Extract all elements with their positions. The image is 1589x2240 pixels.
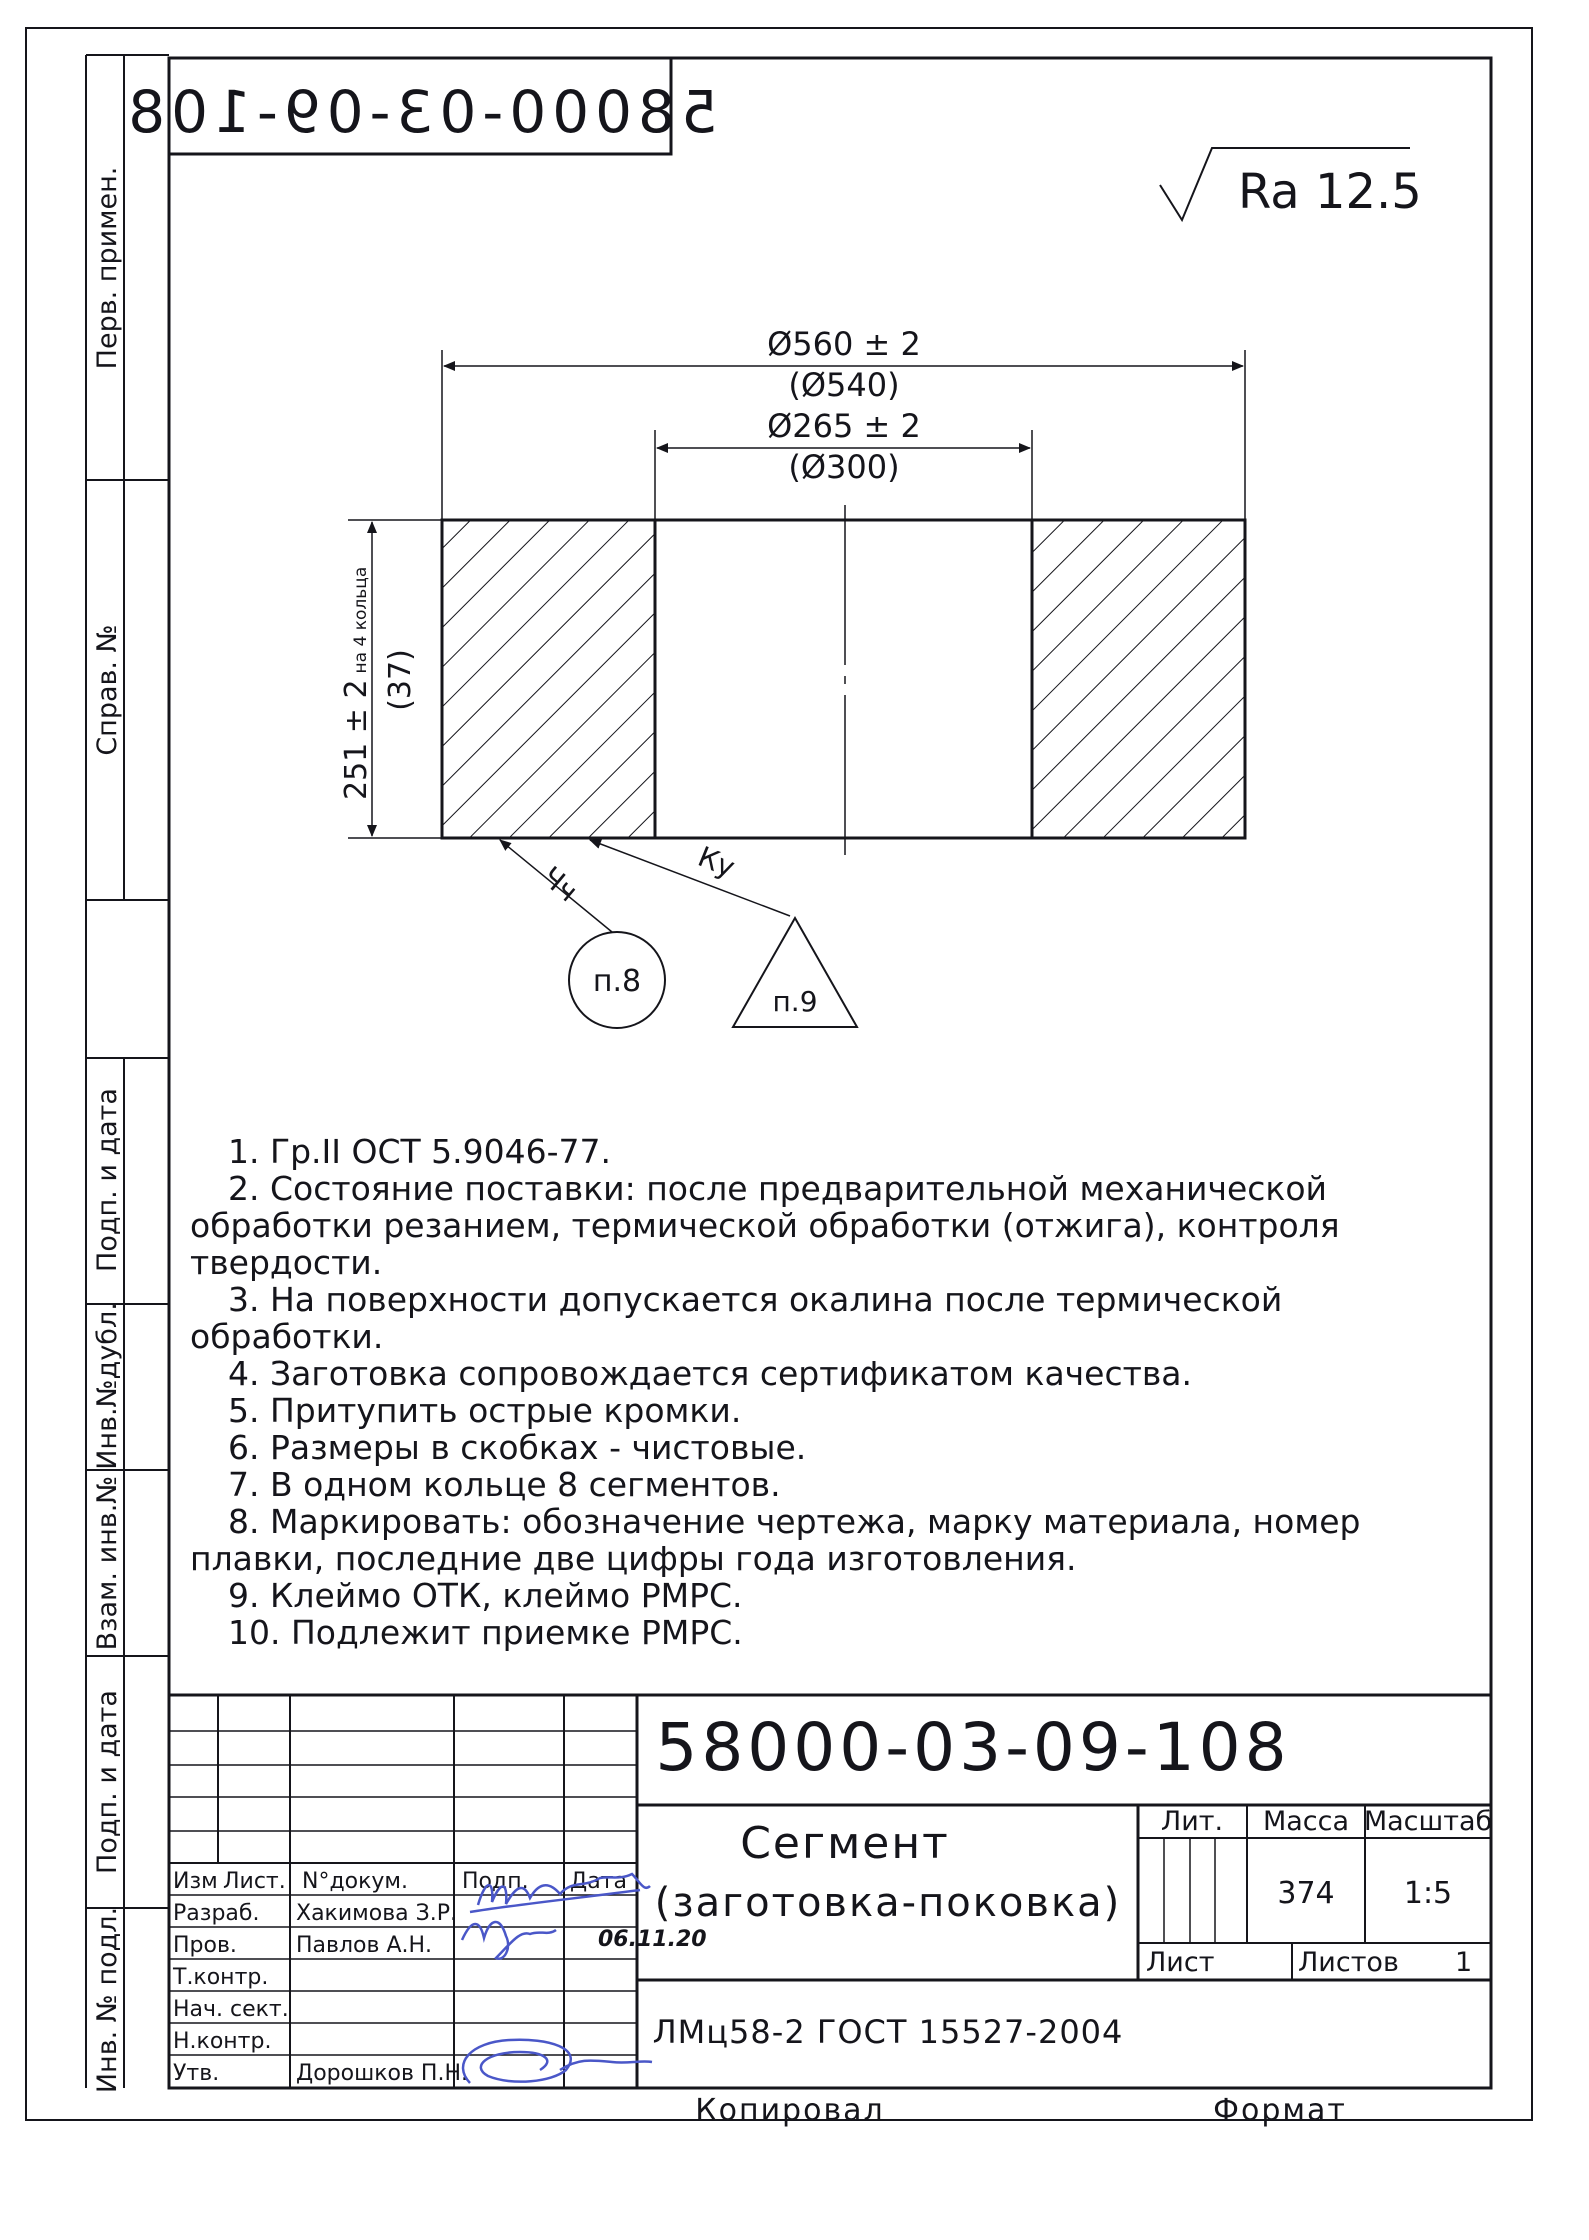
note-item-continuation: твердости. <box>190 1243 383 1282</box>
note-9-tag: п.9 <box>772 985 818 1018</box>
prov-date: 06.11.20 <box>598 1927 707 1952</box>
role-label: Н.контр. <box>173 2029 272 2054</box>
scale-value: 1:5 <box>1403 1876 1453 1911</box>
role-label: Пров. <box>173 1933 237 1958</box>
note-8-tag: п.8 <box>592 964 642 999</box>
side-label-podp-data-bottom: Подп. и дата <box>92 1690 123 1874</box>
leader-label-left: Чч <box>535 860 585 909</box>
header-podp: Подп. <box>462 1869 529 1894</box>
side-label-sprav-no: Справ. № <box>92 624 123 756</box>
mass-value: 374 <box>1277 1876 1335 1911</box>
hatched-section-right <box>1032 520 1245 838</box>
part-name-line1: Сегмент <box>740 1818 950 1869</box>
outer-diameter-finish-label: (Ø540) <box>788 366 900 404</box>
note-item-continuation: обработки. <box>190 1317 384 1356</box>
header-izm: Изм <box>173 1869 218 1894</box>
title-block-designation: 58000-03-09-108 <box>655 1709 1291 1786</box>
handwritten-signatures <box>462 1874 652 2083</box>
side-label-inv-no-podl: Инв. № подл. <box>92 1906 123 2094</box>
height-dimension-label: 251 ± 2на 4 кольца <box>339 566 374 800</box>
role-label: Нач. сект. <box>173 1997 289 2022</box>
surface-finish-value: Ra 12.5 <box>1238 164 1422 220</box>
role-name: Дорошков П.Н. <box>296 2061 468 2086</box>
mirrored-drawing-number: 58000-03-09-108 <box>122 78 718 146</box>
part-name-line2: (заготовка-поковка) <box>654 1880 1122 1926</box>
header-doc-no: N°докум. <box>302 1869 409 1894</box>
outer-diameter-label: Ø560 ± 2 <box>767 325 921 363</box>
mass-label: Масса <box>1262 1806 1350 1837</box>
sheets-label: Листов <box>1298 1947 1399 1978</box>
role-label: Разраб. <box>173 1901 260 1926</box>
note-item: 4. Заготовка сопровождается сертификатом качества. <box>228 1354 1193 1393</box>
part-section <box>442 505 1245 855</box>
inner-diameter-finish-label: (Ø300) <box>788 448 900 486</box>
sheet-label: Лист <box>1146 1947 1215 1978</box>
inner-diameter-label: Ø265 ± 2 <box>767 407 921 445</box>
note-item: 7. В одном кольце 8 сегментов. <box>228 1465 781 1504</box>
note-item-continuation: обработки резанием, термической обработки (отжига), контроля <box>190 1206 1340 1245</box>
note-item: 6. Размеры в скобках - чистовые. <box>228 1428 807 1467</box>
note-item: 5. Притупить острые кромки. <box>228 1391 742 1430</box>
role-label: Т.контр. <box>173 1965 269 1990</box>
note-item: 1. Гр.II ОСТ 5.9046-77. <box>228 1132 612 1171</box>
copied-label: Копировал <box>695 2093 885 2128</box>
note-item: 9. Клеймо ОТК, клеймо РМРС. <box>228 1576 743 1615</box>
technical-notes <box>190 1132 1360 1652</box>
note-item-continuation: плавки, последние две цифры года изготовления. <box>190 1539 1077 1578</box>
height-finish-label: (37) <box>383 649 418 711</box>
format-label: Формат <box>1213 2093 1347 2128</box>
lit-label: Лит. <box>1160 1806 1224 1837</box>
sheets-count: 1 <box>1455 1947 1473 1978</box>
note-item: 3. На поверхности допускается окалина после термической <box>228 1280 1283 1319</box>
header-list: Лист. <box>223 1869 286 1894</box>
note-item: 8. Маркировать: обозначение чертежа, марку материала, номер <box>228 1502 1361 1541</box>
note-item: 2. Состояние поставки: после предварительной механической <box>228 1169 1327 1208</box>
leader-label-right: Ку <box>693 839 740 885</box>
side-label-inv-no-dubl: Инв.№дубл. <box>92 1302 123 1470</box>
role-label: Утв. <box>173 2061 220 2086</box>
header-date: Дата <box>570 1869 627 1894</box>
role-name: Хакимова З.Р. <box>296 1901 457 1926</box>
scale-label: Масштаб <box>1363 1806 1493 1837</box>
role-name: Павлов А.Н. <box>296 1933 433 1958</box>
hatched-section-left <box>442 520 655 838</box>
signature-roles <box>172 1901 468 2086</box>
note-item: 10. Подлежит приемке РМРС. <box>228 1613 743 1652</box>
material-spec: ЛМц58-2 ГОСТ 15527-2004 <box>652 2013 1124 2051</box>
side-label-vzam-inv-no: Взам. инв.№ <box>92 1475 123 1651</box>
side-label-perv-primen: Перв. примен. <box>92 166 123 370</box>
side-label-podp-data-top: Подп. и дата <box>92 1088 123 1272</box>
